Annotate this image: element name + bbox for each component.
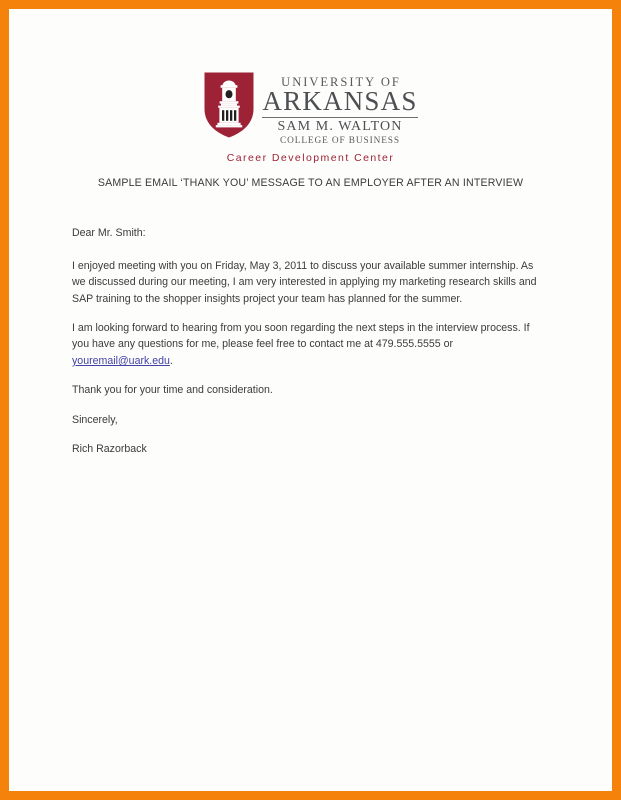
wordmark-university-line: UNIVERSITY OF [281, 75, 401, 89]
letter-paragraph-1: I enjoyed meeting with you on Friday, May 3, 2011 to discuss your available summer internship. As we discussed during our meeting, I am very interested in applying my marketing research skills and SAP training to the shopper insights project your team has planned for the summer. [72, 259, 537, 305]
paragraph-2-text-before-link: I am looking forward to hearing from you soon regarding the next steps in the interview process. If you have any questions for me, please feel free to contact me at 479.555.5555 or [72, 321, 530, 351]
logo-row [203, 71, 417, 146]
document-page [9, 9, 612, 791]
wordmark-college-name: COLLEGE OF BUSINESS [280, 135, 400, 146]
paragraph-2-text-after-link: . [169, 355, 173, 368]
wordmark-divider [262, 117, 417, 118]
wordmark-college-person: SAM M. WALTON [277, 119, 403, 135]
letter-closing-thanks: Thank you for your time and consideration. [72, 384, 273, 397]
email-link[interactable]: youremail@uark.edu [72, 355, 170, 368]
letter-body [72, 225, 538, 458]
letter-salutation: Dear Mr. Smith: [72, 227, 146, 239]
letter-paragraph-2 [72, 320, 538, 370]
letter-signature: Rich Razorback [72, 443, 147, 456]
university-logo [9, 71, 612, 165]
wordmark [262, 71, 417, 146]
document-title: SAMPLE EMAIL ‘THANK YOU’ MESSAGE TO AN EMPLOYER AFTER AN INTERVIEW [97, 177, 524, 189]
career-development-center-tagline: Career Development Center [226, 152, 395, 165]
letter-sincerely: Sincerely, [72, 413, 118, 426]
wordmark-school-name: ARKANSAS [262, 86, 418, 117]
arkansas-shield-icon [203, 71, 255, 139]
